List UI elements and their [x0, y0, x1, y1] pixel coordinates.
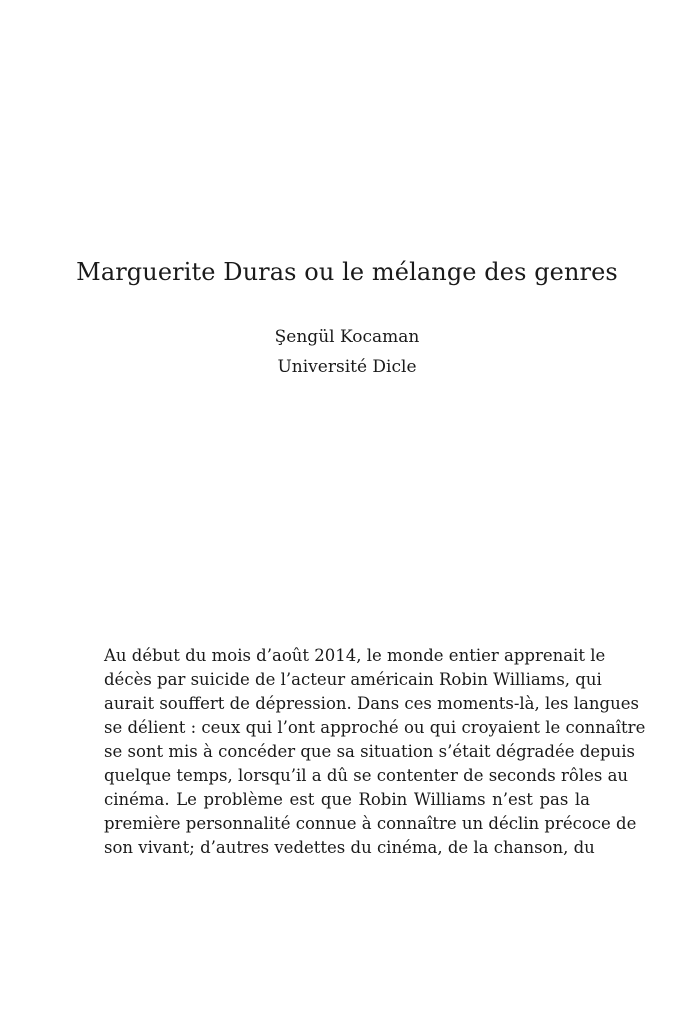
- author-affiliation: Université Dicle: [277, 357, 417, 377]
- body-line: quelque temps, lorsqu’il a dû se contenter de seconds rôles au: [104, 766, 629, 785]
- author-name: Şengül Kocaman: [274, 327, 420, 347]
- body-line: première personnalité connue à connaître un déclin précoce de: [104, 814, 637, 833]
- body-line: se sont mis à concéder que sa situation s’était dégradée depuis: [104, 742, 635, 761]
- body-line: son vivant; d’autres vedettes du cinéma, de la chanson, du: [104, 838, 595, 857]
- body-line: se délient : ceux qui l’ont approché ou qui croyaient le connaître: [104, 718, 646, 737]
- body-line: Au début du mois d’août 2014, le monde entier apprenait le: [104, 646, 606, 665]
- body-paragraph: [104, 644, 646, 860]
- body-line: aurait souffert de dépression. Dans ces moments-là, les langues: [104, 694, 639, 713]
- body-line: cinéma. Le problème est que Robin Williams n’est pas la: [104, 790, 590, 809]
- body-line: décès par suicide de l’acteur américain Robin Williams, qui: [104, 670, 602, 689]
- document-title: Marguerite Duras ou le mélange des genres: [76, 258, 618, 286]
- author-block: [0, 322, 694, 382]
